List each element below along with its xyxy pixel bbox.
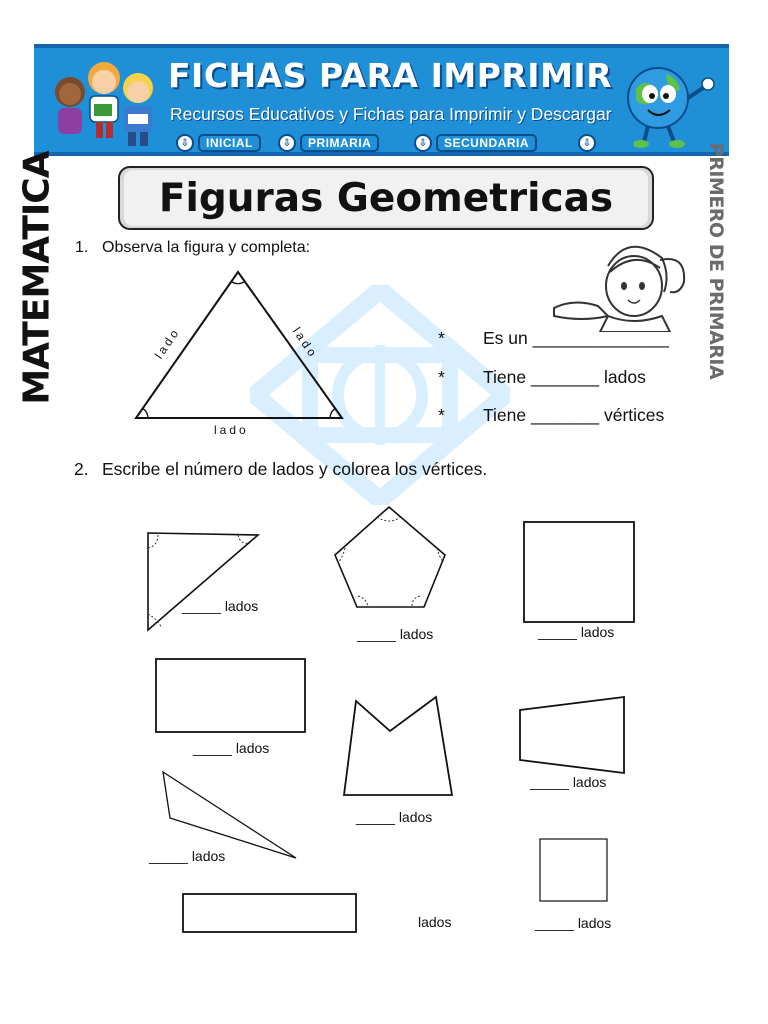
pentagon-label: _____ lados (357, 626, 434, 642)
long-rectangle-label: lados (418, 914, 452, 930)
nav-primaria-button[interactable] (278, 133, 379, 153)
pentagon-shape (335, 507, 445, 607)
nav-secundaria-button[interactable] (414, 133, 537, 153)
girl-illustration (548, 236, 694, 332)
bullet-2: * (438, 367, 445, 387)
trapezoid-shape (520, 697, 624, 773)
nav-primaria-label: PRIMARIA (300, 134, 379, 152)
arrow-down-icon: ⇩ (414, 134, 432, 152)
nav-next-button[interactable] (578, 133, 596, 153)
question-2-number: 2. (74, 459, 89, 479)
long-rectangle-shape (183, 894, 356, 932)
arrow-down-icon: ⇩ (278, 134, 296, 152)
small-square-label: _____ lados (535, 915, 612, 931)
nav-inicial-button[interactable] (176, 133, 261, 153)
grade-label: PRIMERO DE PRIMARIA (705, 142, 727, 379)
bullet-1: * (438, 328, 445, 348)
right-triangle-shape (148, 533, 258, 630)
nav-inicial-label: INICIAL (198, 134, 261, 152)
m-shape-label: _____ lados (356, 809, 433, 825)
rectangle-shape (156, 659, 305, 732)
rectangle-label: _____ lados (193, 740, 270, 756)
globe-mascot-icon (614, 60, 722, 150)
trapezoid-label: _____ lados (530, 774, 607, 790)
worksheet-title: Figuras Geometricas (158, 175, 614, 221)
item-3-text: Tiene _______ vértices (483, 405, 665, 425)
question-2-text: Escribe el número de lados y colorea los vértices. (102, 459, 488, 479)
bullet-3: * (438, 405, 445, 425)
triangle-side-label-right: lado (289, 324, 321, 362)
kids-illustration (44, 52, 162, 152)
square-label: _____ lados (538, 624, 615, 640)
square-shape (524, 522, 634, 622)
triangle-side-label-left: lado (151, 324, 183, 362)
question-1-text: Observa la figura y completa: (102, 239, 311, 256)
right-triangle-label: _____ lados (182, 598, 259, 614)
subject-label: MATEMATICA (16, 151, 58, 405)
site-subtitle: Recursos Educativos y Fichas para Imprimir y Descargar (170, 104, 612, 124)
arrow-down-icon: ⇩ (176, 134, 194, 152)
thin-triangle-label: _____ lados (149, 848, 226, 864)
shapes-area (0, 490, 768, 950)
m-shape (344, 697, 452, 795)
site-title: FICHAS PARA IMPRIMIR (168, 56, 613, 95)
question-1-number: 1. (75, 239, 89, 256)
small-square-shape (540, 839, 607, 901)
title-panel (124, 170, 648, 226)
triangle-side-label-bottom: lado (214, 423, 249, 437)
nav-secundaria-label: SECUNDARIA (436, 134, 537, 152)
item-2-text: Tiene _______ lados (483, 367, 646, 387)
item-1-text: Es un ______________ (483, 328, 669, 348)
thin-triangle-shape (163, 772, 296, 858)
arrow-down-icon: ⇩ (578, 134, 596, 152)
